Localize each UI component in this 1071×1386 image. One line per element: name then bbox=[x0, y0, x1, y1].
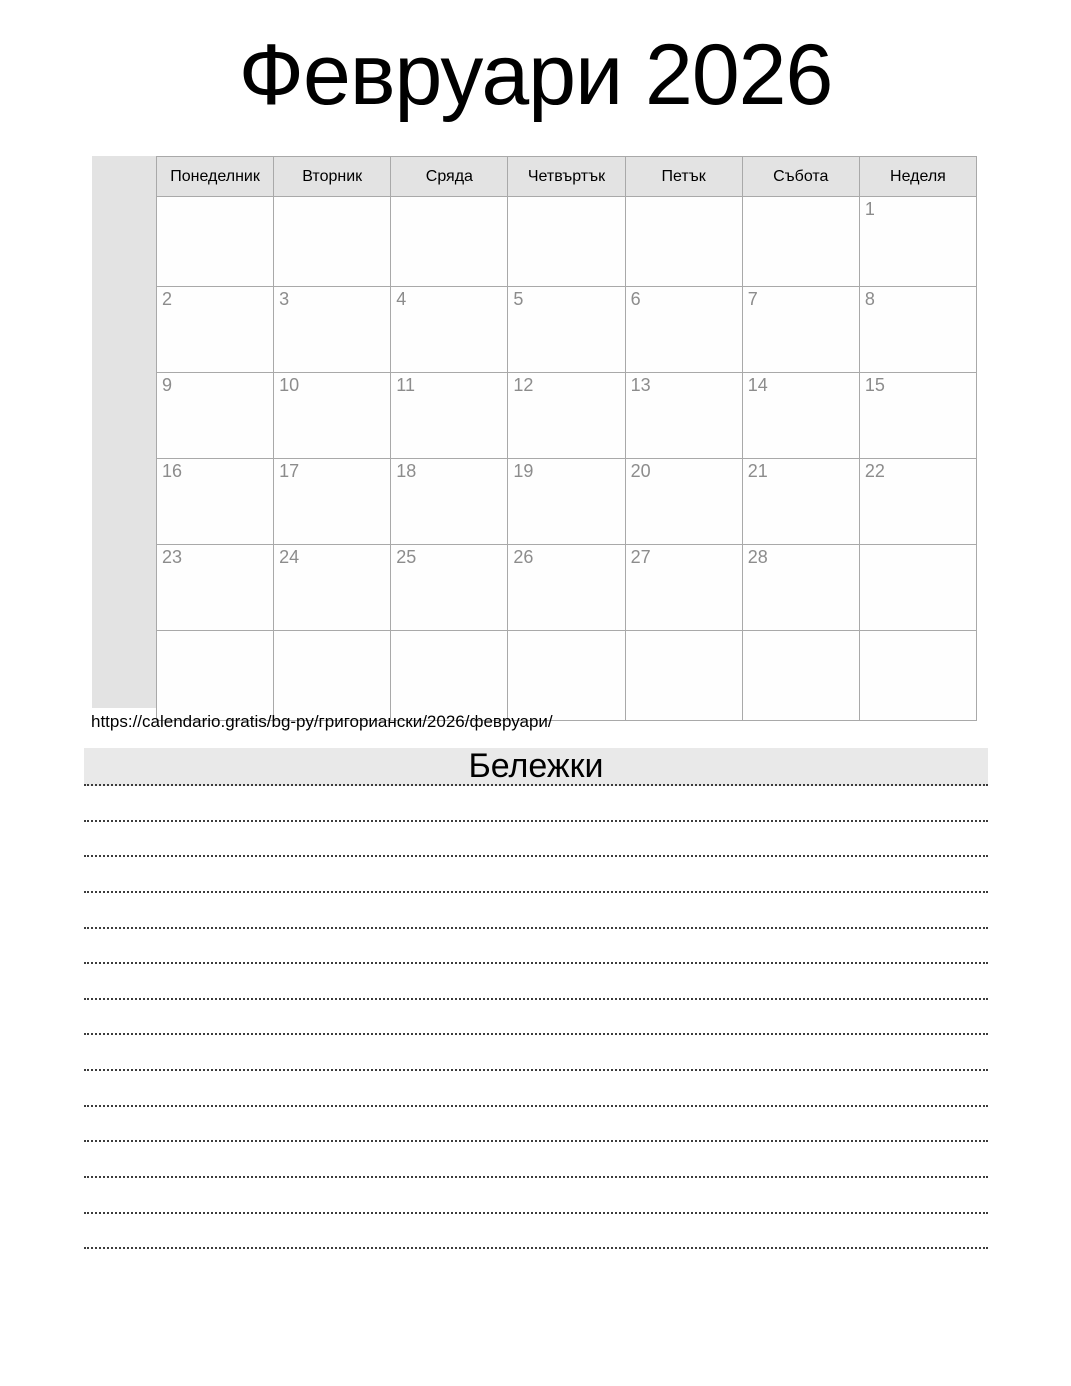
day-cell-3: 3 bbox=[274, 287, 391, 373]
weekday-header: Понеделник bbox=[157, 157, 274, 197]
calendar-grid bbox=[156, 156, 977, 721]
day-cell-empty bbox=[274, 197, 391, 287]
day-cell-empty bbox=[508, 631, 625, 721]
day-cell-4: 4 bbox=[391, 287, 508, 373]
day-cell-empty bbox=[157, 197, 274, 287]
day-cell-2: 2 bbox=[157, 287, 274, 373]
day-cell-6: 6 bbox=[625, 287, 742, 373]
day-cell-5: 5 bbox=[508, 287, 625, 373]
day-cell-empty bbox=[157, 631, 274, 721]
notes-ruled-lines bbox=[84, 786, 988, 1249]
calendar-week-row bbox=[157, 373, 977, 459]
weekday-header: Неделя bbox=[859, 157, 976, 197]
source-url-text: https://calendario.gratis/bg-ру/григориански/2026/февруари/ bbox=[91, 712, 553, 731]
calendar-week-row bbox=[157, 287, 977, 373]
day-cell-21: 21 bbox=[742, 459, 859, 545]
day-cell-19: 19 bbox=[508, 459, 625, 545]
notes-line bbox=[84, 1214, 988, 1250]
day-cell-empty bbox=[391, 197, 508, 287]
notes-line bbox=[84, 1035, 988, 1071]
notes-line bbox=[84, 857, 988, 893]
day-cell-8: 8 bbox=[859, 287, 976, 373]
calendar-body bbox=[157, 197, 977, 721]
day-cell-18: 18 bbox=[391, 459, 508, 545]
day-cell-26: 26 bbox=[508, 545, 625, 631]
weekday-header: Събота bbox=[742, 157, 859, 197]
page-title: Февруари 2026 bbox=[238, 27, 833, 123]
day-cell-empty bbox=[274, 631, 391, 721]
day-cell-empty bbox=[742, 631, 859, 721]
day-cell-7: 7 bbox=[742, 287, 859, 373]
notes-line bbox=[84, 1107, 988, 1143]
day-cell-empty bbox=[859, 631, 976, 721]
day-cell-1: 1 bbox=[859, 197, 976, 287]
calendar-week-row bbox=[157, 545, 977, 631]
day-cell-empty bbox=[742, 197, 859, 287]
day-cell-20: 20 bbox=[625, 459, 742, 545]
day-cell-13: 13 bbox=[625, 373, 742, 459]
notes-line bbox=[84, 822, 988, 858]
calendar-week-row bbox=[157, 197, 977, 287]
day-cell-empty bbox=[625, 631, 742, 721]
notes-line bbox=[84, 786, 988, 822]
day-cell-22: 22 bbox=[859, 459, 976, 545]
day-cell-10: 10 bbox=[274, 373, 391, 459]
calendar-header-row bbox=[157, 157, 977, 197]
weekday-header: Петък bbox=[625, 157, 742, 197]
weekday-header: Вторник bbox=[274, 157, 391, 197]
day-cell-empty bbox=[508, 197, 625, 287]
day-cell-9: 9 bbox=[157, 373, 274, 459]
calendar-week-row bbox=[157, 631, 977, 721]
day-cell-14: 14 bbox=[742, 373, 859, 459]
weekday-header: Четвъртък bbox=[508, 157, 625, 197]
day-cell-16: 16 bbox=[157, 459, 274, 545]
notes-line bbox=[84, 964, 988, 1000]
weekday-header: Сряда bbox=[391, 157, 508, 197]
day-cell-empty bbox=[391, 631, 508, 721]
notes-line bbox=[84, 1178, 988, 1214]
day-cell-24: 24 bbox=[274, 545, 391, 631]
day-cell-empty bbox=[859, 545, 976, 631]
notes-line bbox=[84, 1000, 988, 1036]
notes-section-header: Бележки bbox=[84, 748, 988, 786]
calendar-week-row bbox=[157, 459, 977, 545]
day-cell-23: 23 bbox=[157, 545, 274, 631]
notes-line bbox=[84, 1142, 988, 1178]
day-cell-17: 17 bbox=[274, 459, 391, 545]
day-cell-11: 11 bbox=[391, 373, 508, 459]
day-cell-12: 12 bbox=[508, 373, 625, 459]
day-cell-25: 25 bbox=[391, 545, 508, 631]
day-cell-empty bbox=[625, 197, 742, 287]
notes-line bbox=[84, 929, 988, 965]
notes-line bbox=[84, 1071, 988, 1107]
day-cell-15: 15 bbox=[859, 373, 976, 459]
day-cell-28: 28 bbox=[742, 545, 859, 631]
day-cell-27: 27 bbox=[625, 545, 742, 631]
calendar-left-gutter bbox=[92, 156, 156, 708]
notes-line bbox=[84, 893, 988, 929]
